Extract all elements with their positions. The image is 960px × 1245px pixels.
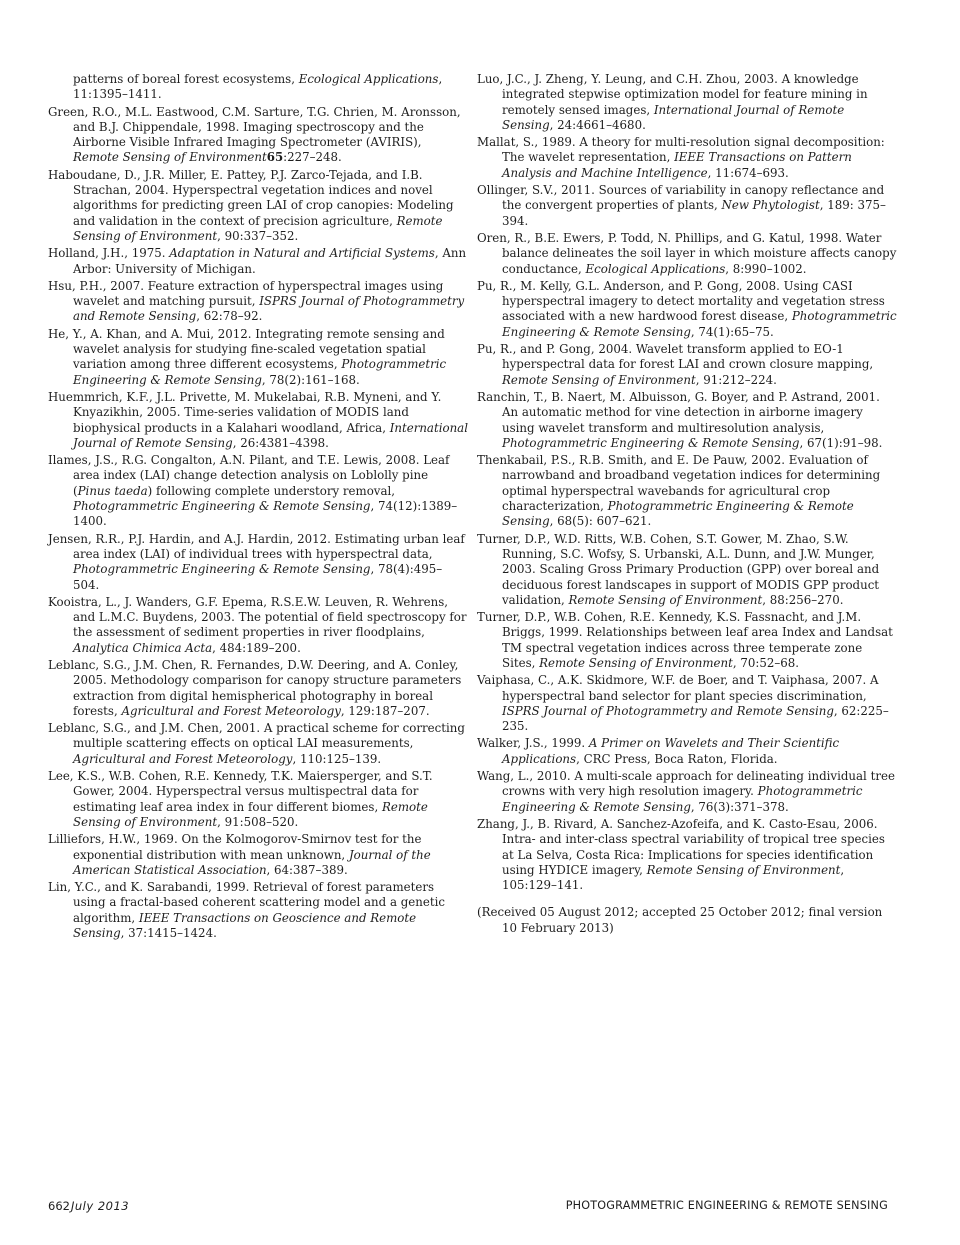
- reference-entry: [477, 769, 897, 815]
- reference-fragment: Vaiphasa, C., A.K. Skidmore, W.F. de Boer, and T. Vaiphasa, 2007. A hyperspectral band selector for plant species discrimination,: [477, 673, 879, 703]
- reference-fragment: Thenkabail, P.S., R.B. Smith, and E. De Pauw, 2002. Evaluation of narrowband and broadband vegetation indices for determining optimal hyperspectral wavebands for agricultural crop characterization,: [477, 453, 881, 514]
- reference-fragment: Pu, R., and P. Gong, 2004. Wavelet transform applied to EO-1 hyperspectral data for forest LAI and crown closure mapping,: [477, 342, 874, 372]
- reference-fragment: , 90:337–352.: [217, 228, 299, 243]
- reference-fragment: Luo, J.C., J. Zheng, Y. Leung, and C.H. Zhou, 2003. A knowledge integrated stepwise optimization model for feature mining in remotely sensed images,: [477, 72, 868, 117]
- reference-fragment: Photogrammetric Engineering & Remote Sensing: [502, 309, 897, 339]
- reference-fragment: , 67(1):91–98.: [799, 435, 883, 450]
- reference-fragment: Agricultural and Forest Meteorology: [73, 751, 293, 766]
- reference-fragment: , 78(4):495–504.: [73, 562, 443, 592]
- reference-entry: [48, 72, 468, 103]
- reference-entry: [48, 595, 468, 656]
- reference-entry: [48, 105, 468, 166]
- reference-entry: [477, 453, 897, 529]
- reference-fragment: IEEE Transactions on Geoscience and Remote Sensing: [73, 910, 417, 941]
- reference-fragment: Haboudane, D., J.R. Miller, E. Pattey, P.J. Zarco-Tejada, and I.B. Strachan, 2004. Hyperspectral vegetation indices and novel algorithms for predicting green LAI of crop canopies: Modeling and validation in the context of precision agriculture,: [48, 167, 454, 228]
- reference-entry: [477, 390, 897, 451]
- reference-fragment: Ranchin, T., B. Naert, M. Albuisson, G. Boyer, and P. Astrand, 2001. An automatic method for vine detection in airborne imagery using wavelet transform and multiresolution analysis,: [477, 389, 880, 435]
- reference-fragment: , 68(5): 607–621.: [549, 514, 652, 529]
- reference-fragment: Photogrammetric Engineering & Remote Sensing: [502, 499, 854, 529]
- reference-entry: [48, 453, 468, 529]
- reference-fragment: , 74(1):65–75.: [690, 324, 774, 339]
- reference-fragment: , 91:508–520.: [217, 814, 299, 829]
- reference-entry: [477, 231, 897, 277]
- reference-fragment: Ilames, J.S., R.G. Congalton, A.N. Pilant, and T.E. Lewis, 2008. Leaf area index (LAI) change detection analysis on Loblolly pine (: [48, 453, 450, 498]
- reference-fragment: , CRC Press, Boca Raton, Florida.: [576, 751, 778, 766]
- reference-fragment: Remote Sensing of Environment: [73, 213, 443, 243]
- reference-fragment: Kooistra, L., J. Wanders, G.F. Epema, R.S.E.W. Leuven, R. Wehrens, and L.M.C. Buydens, 2003. The potential of field spectroscopy for the assessment of sediment properties in river floodplains,: [48, 594, 467, 640]
- reference-fragment: Photogrammetric Engineering & Remote Sensing: [502, 435, 800, 450]
- reference-fragment: Lilliefors, H.W., 1969. On the Kolmogorov-Smirnov test for the exponential distribution with mean unknown,: [48, 832, 422, 862]
- reference-fragment: , 110:125–139.: [292, 751, 382, 766]
- reference-fragment: Green, R.O., M.L. Eastwood, C.M. Sarture, T.G. Chrien, M. Aronsson, and B.J. Chippendale, 1998. Imaging spectroscopy and the Airborne Visible Infrared Imaging Spectrometer (AVIRIS),: [48, 104, 461, 150]
- reference-fragment: Remote Sensing of Environment: [568, 592, 763, 607]
- reference-fragment: Mallat, S., 1989. A theory for multi-resolution signal decomposition: The wavelet representation,: [477, 135, 885, 165]
- reference-fragment: Leblanc, S.G., and J.M. Chen, 2001. A practical scheme for correcting multiple scattering effects on optical LAI measurements,: [48, 721, 465, 751]
- reference-fragment: Turner, D.P., W.D. Ritts, W.B. Cohen, S.T. Gower, M. Zhao, S.W. Running, S.C. Wofsy, S. Urbanski, A.L. Dunn, and J.W. Munger, 2003. Scaling Gross Primary Production (GPP) over boreal and deciduous forest landscapes in support of MODIS GPP product validation,: [477, 531, 880, 607]
- reference-fragment: Analytica Chimica Acta: [73, 640, 213, 655]
- reference-fragment: Ecological Applications: [585, 261, 726, 276]
- reference-entry: [477, 817, 897, 893]
- reference-fragment: Photogrammetric Engineering & Remote Sensing: [73, 357, 447, 387]
- reference-entry: [48, 658, 468, 719]
- reference-entry: [48, 532, 468, 593]
- reference-fragment: , Ann Arbor: University of Michigan.: [73, 246, 467, 276]
- reference-fragment: , 76(3):371–378.: [690, 799, 789, 814]
- reference-entry: [48, 769, 468, 830]
- reference-fragment: Adaptation in Natural and Artificial Systems: [169, 246, 435, 261]
- reference-fragment: , 37:1415–1424.: [120, 926, 217, 941]
- reference-entry: [48, 327, 468, 388]
- reference-fragment: , 105:129–141.: [502, 862, 845, 893]
- received-dates: (Received 05 August 2012; accepted 25 October 2012; final version 10 February 2013): [477, 905, 883, 935]
- reference-fragment: International Journal of Remote Sensing: [502, 102, 845, 132]
- reference-entry: [477, 135, 897, 181]
- reference-fragment: Remote Sensing of Environment: [539, 655, 733, 670]
- reference-entry: [477, 610, 897, 671]
- reference-fragment: Walker, J.S., 1999.: [477, 736, 589, 751]
- reference-fragment: , 26:4381–4398.: [232, 435, 329, 450]
- reference-fragment: Jensen, R.R., P.J. Hardin, and A.J. Hardin, 2012. Estimating urban leaf area index (LAI) of individual trees with hyperspectral data,: [48, 531, 465, 561]
- reference-fragment: Ollinger, S.V., 2011. Sources of variability in canopy reflectance and the convergent properties of plants,: [477, 183, 885, 213]
- reference-fragment: Hsu, P.H., 2007. Feature extraction of hyperspectral images using wavelet and matching pursuit,: [48, 278, 444, 309]
- reference-fragment: :227–248.: [283, 150, 342, 165]
- reference-fragment: Lin, Y.C., and K. Sarabandi, 1999. Retrieval of forest parameters using a fractal-based coherent scattering model and a genetic algorithm,: [48, 880, 445, 925]
- reference-fragment: , 70:52–68.: [732, 655, 800, 670]
- reference-fragment: New Phytologist: [721, 198, 820, 213]
- reference-fragment: ISPRS Journal of Photogrammetry and Remote Sensing: [502, 703, 834, 718]
- reference-fragment: Pu, R., M. Kelly, G.L. Anderson, and P. Gong, 2008. Using CASI hyperspectral imagery to detect mortality and vegetation stress associated with a new hardwood forest disease,: [477, 278, 885, 324]
- reference-fragment: ) following complete understory removal,: [147, 483, 396, 498]
- reference-fragment: , 484:189–200.: [212, 640, 301, 655]
- reference-fragment: , 11:1395–1411.: [73, 72, 443, 102]
- reference-entry: [477, 532, 897, 608]
- reference-fragment: Pinus taeda: [77, 483, 148, 498]
- reference-entry: [477, 673, 897, 734]
- reference-fragment: Agricultural and Forest Meteorology: [121, 703, 341, 718]
- reference-fragment: IEEE Transactions on Pattern Analysis and Machine Intelligence: [502, 150, 852, 180]
- reference-entry: [477, 279, 897, 340]
- reference-entry: [48, 721, 468, 767]
- references-left-column: [48, 72, 468, 943]
- reference-fragment: , 62:225–235.: [502, 703, 889, 734]
- reference-entry: [48, 246, 468, 277]
- reference-fragment: International Journal of Remote Sensing: [73, 420, 468, 450]
- reference-fragment: , 78(2):161–168.: [261, 372, 360, 387]
- reference-fragment: , 11:674–693.: [707, 165, 789, 180]
- reference-fragment: Leblanc, S.G., J.M. Chen, R. Fernandes, D.W. Deering, and A. Conley, 2005. Methodology comparison for canopy structure parameters extraction from digital hemispherical photography in boreal forests,: [48, 657, 462, 718]
- reference-entry: [48, 832, 468, 878]
- reference-fragment: , 129:187–207.: [340, 703, 430, 718]
- journal-name: PHOTOGRAMMETRIC ENGINEERING & REMOTE SENSING: [565, 1199, 888, 1212]
- reference-entry: [48, 279, 468, 325]
- reference-fragment: Remote Sensing of Environment: [646, 862, 841, 877]
- reference-fragment: Journal of the American Statistical Association: [73, 847, 431, 877]
- reference-fragment: , 189: 375–394.: [502, 198, 886, 228]
- reference-fragment: , 64:387–389.: [266, 862, 348, 877]
- reference-fragment: , 8:990–1002.: [725, 261, 807, 276]
- reference-entry: [477, 72, 897, 133]
- reference-fragment: Remote Sensing of Environment: [502, 372, 696, 387]
- reference-fragment: Ecological Applications: [298, 72, 439, 86]
- reference-fragment: patterns of boreal forest ecosystems,: [73, 72, 299, 86]
- reference-volume: 65: [266, 150, 284, 165]
- reference-fragment: Oren, R., B.E. Ewers, P. Todd, N. Phillips, and G. Katul, 1998. Water balance delineates the soil layer in which moisture affects canopy conductance,: [477, 230, 897, 276]
- reference-fragment: Wang, L., 2010. A multi-scale approach for delineating individual tree crowns with very high resolution imagery.: [477, 769, 895, 799]
- reference-entry: [48, 880, 468, 941]
- reference-entry: [477, 342, 897, 388]
- reference-fragment: , 91:212–224.: [695, 372, 777, 387]
- references-right-column: [477, 72, 897, 938]
- reference-entry: [48, 390, 468, 451]
- reference-fragment: Remote Sensing of Environment: [73, 799, 428, 829]
- reference-fragment: Turner, D.P., W.B. Cohen, R.E. Kennedy, K.S. Fassnacht, and J.M. Briggs, 1999. Relationships between leaf area Index and Landsat TM spectral vegetation indices across three temperate zone Sites,: [477, 610, 893, 670]
- reference-entry: [48, 168, 468, 244]
- reference-fragment: Remote Sensing of Environment: [73, 150, 267, 165]
- reference-fragment: , 24:4661–4680.: [549, 117, 646, 132]
- reference-fragment: , 88:256–270.: [762, 592, 844, 607]
- reference-fragment: ISPRS Journal of Photogrammetry and Remote Sensing: [73, 294, 465, 324]
- reference-fragment: Photogrammetric Engineering & Remote Sensing: [73, 562, 371, 577]
- references-right-list: [477, 72, 897, 893]
- reference-fragment: Photogrammetric Engineering & Remote Sensing: [502, 784, 863, 814]
- reference-fragment: , 62:78–92.: [196, 309, 263, 324]
- reference-fragment: Lee, K.S., W.B. Cohen, R.E. Kennedy, T.K. Maiersperger, and S.T. Gower, 2004. Hyperspectral versus multispectral data for estimating leaf area index in four different biomes,: [48, 769, 433, 814]
- reference-fragment: Holland, J.H., 1975.: [48, 246, 170, 261]
- reference-entry: [477, 736, 897, 767]
- reference-fragment: Huemmrich, K.F., J.L. Privette, M. Mukelabai, R.B. Myneni, and Y. Knyazikhin, 2005. Time-series validation of MODIS land biophysical products in a Kalahari woodland, Africa,: [48, 389, 442, 435]
- reference-fragment: He, Y., A. Khan, and A. Mui, 2012. Integrating remote sensing and wavelet analysis for studying fine-scaled vegetation spatial variation among three different ecosystems,: [48, 326, 445, 372]
- issue-date: July 2013: [71, 1199, 130, 1213]
- reference-fragment: Photogrammetric Engineering & Remote Sensing: [73, 499, 371, 514]
- reference-fragment: A Primer on Wavelets and Their Scientific Applications: [502, 736, 840, 766]
- reference-entry: [477, 183, 897, 229]
- reference-fragment: , 74(12):1389–1400.: [73, 499, 458, 529]
- page-number: 662: [48, 1199, 70, 1213]
- reference-fragment: Zhang, J., B. Rivard, A. Sanchez-Azofeifa, and K. Casto-Esau, 2006. Intra- and inter-class spectral variability of tropical tree species at La Selva, Costa Rica: Implications for species identification using HYDICE imagery,: [477, 816, 885, 877]
- page-footer: [48, 1199, 888, 1217]
